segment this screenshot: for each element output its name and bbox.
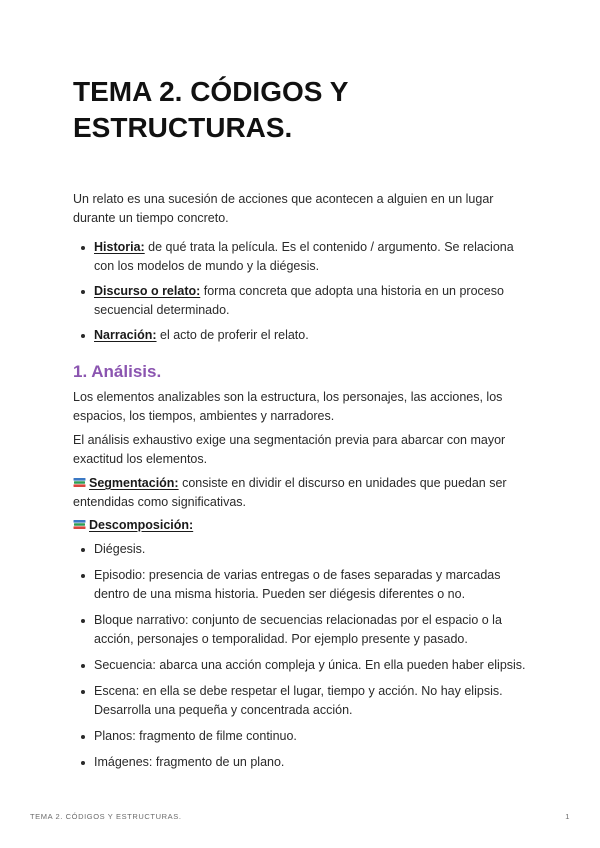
list-item: [73, 282, 533, 320]
intro-paragraph: Un relato es una sucesión de acciones que acontecen a alguien en un lugar durante un tiempo concreto.: [73, 192, 494, 225]
list-item: [73, 656, 533, 675]
list-item-text: Diégesis.: [94, 542, 146, 556]
bullet-icon: [81, 246, 85, 250]
list-item: [73, 566, 533, 604]
list-item: [73, 611, 533, 649]
list-item-text: Planos: fragmento de filme continuo.: [94, 729, 297, 743]
bullet-icon: [81, 690, 85, 694]
bullet-icon: [81, 761, 85, 765]
segmentation-term: Segmentación:: [89, 476, 179, 490]
list-item-text: Episodio: presencia de varias entregas o de fases separadas y marcadas dentro de una misma historia. Pueden ser diégesis diferentes o no.: [94, 568, 501, 601]
list-item-text: Escena: en ella se debe respetar el lugar, tiempo y acción. No hay elipsis. Desarrolla una pequeña y concentrada acción.: [94, 684, 503, 717]
books-icon: [73, 477, 86, 488]
page-footer: [30, 812, 570, 824]
bullet-icon: [81, 290, 85, 294]
bullet-icon: [81, 664, 85, 668]
section-heading: 1. Análisis.: [73, 362, 162, 381]
segmentation-text: consiste en dividir el discurso en unidades que puedan ser entendidas como significativas.: [73, 476, 507, 509]
definition-text: de qué trata la película. Es el contenido / argumento. Se relaciona con los modelos de mundo y la diégesis.: [94, 240, 514, 273]
bullet-icon: [81, 619, 85, 623]
definitions-list: [73, 238, 533, 345]
decomposition-list: [73, 540, 533, 772]
analysis-paragraph: El análisis exhaustivo exige una segmentación previa para abarcar con mayor exactitud los elementos.: [73, 433, 506, 466]
page-number: 1: [565, 812, 570, 821]
page-content: [73, 74, 533, 772]
list-item: [73, 753, 533, 772]
list-item: [73, 727, 533, 746]
decomposition-heading: [73, 516, 533, 535]
definition-text: forma concreta que adopta una historia en un proceso secuencial determinado.: [94, 284, 504, 317]
footer-title: TEMA 2. CÓDIGOS Y ESTRUCTURAS.: [30, 812, 182, 821]
definition-term: Narración:: [94, 328, 157, 342]
segmentation-paragraph: [73, 474, 533, 512]
bullet-icon: [81, 548, 85, 552]
decomposition-term: Descomposición:: [89, 518, 194, 532]
list-item-text: Bloque narrativo: conjunto de secuencias relacionadas por el espacio o la acción, personajes o temporalidad. Por ejemplo presente y pasado.: [94, 613, 502, 646]
list-item: [73, 238, 533, 276]
list-item: [73, 540, 533, 559]
bullet-icon: [81, 574, 85, 578]
list-item-text: Secuencia: abarca una acción compleja y única. En ella pueden haber elipsis.: [94, 658, 526, 672]
books-icon: [73, 519, 86, 530]
analysis-paragraph: Los elementos analizables son la estructura, los personajes, las acciones, los espacios, los tiempos, ambientes y narradores.: [73, 390, 503, 423]
list-item: [73, 326, 533, 345]
definition-term: Historia:: [94, 240, 145, 254]
definition-term: Discurso o relato:: [94, 284, 201, 298]
definition-text: el acto de proferir el relato.: [156, 328, 309, 342]
page-title: TEMA 2. CÓDIGOS Y ESTRUCTURAS.: [73, 76, 348, 143]
bullet-icon: [81, 334, 85, 338]
list-item-text: Imágenes: fragmento de un plano.: [94, 755, 285, 769]
list-item: [73, 682, 533, 720]
bullet-icon: [81, 735, 85, 739]
